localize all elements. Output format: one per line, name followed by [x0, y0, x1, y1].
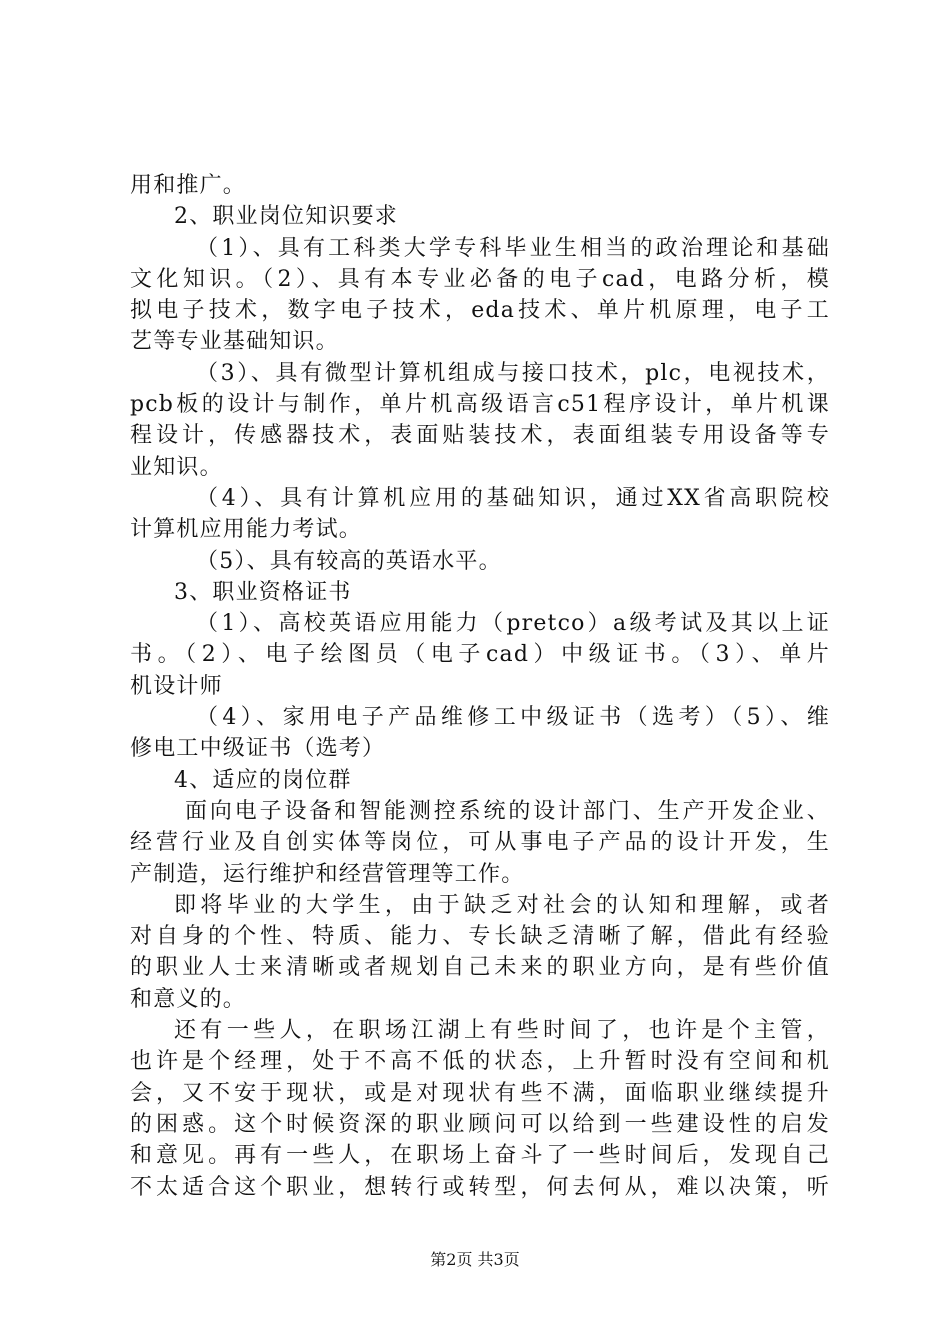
text-line: 计算机应用能力考试。 — [130, 517, 363, 543]
text-line: 拟电子技术，数字电子技术，eda技术、单片机原理，电子工 — [130, 298, 830, 324]
text-line: （4）、具有计算机应用的基础知识，通过XX省高职院校 — [196, 485, 830, 511]
text-line: 不太适合这个职业，想转行或转型，何去何从，难以决策，听 — [130, 1174, 830, 1200]
text-line: 3、职业资格证书 — [174, 579, 352, 605]
text-line: （5）、具有较高的英语水平。 — [196, 548, 502, 574]
text-line: 和意义的。 — [130, 986, 247, 1012]
text-line: 的职业人士来清晰或者规划自己未来的职业方向，是有些价值 — [130, 955, 830, 981]
text-line: 也许是个经理，处于不高不低的状态，上升暂时没有空间和机 — [130, 1049, 830, 1075]
text-line: 还有一些人，在职场江湖上有些时间了，也许是个主管， — [174, 1018, 830, 1044]
text-line: 机设计师 — [130, 673, 223, 699]
text-line: 修电工中级证书（选考） — [130, 736, 386, 762]
text-line: 文化知识。（2）、具有本专业必备的电子cad，电路分析，模 — [130, 266, 830, 292]
text-line: 面向电子设备和智能测控系统的设计部门、生产开发企业、 — [185, 798, 830, 824]
body-text — [130, 170, 830, 1203]
text-line: 书。（2）、电子绘图员（电子cad）中级证书。（3）、单片 — [130, 642, 830, 668]
text-line: 艺等专业基础知识。 — [130, 329, 339, 355]
text-line: 经营行业及自创实体等岗位，可从事电子产品的设计开发，生 — [130, 830, 830, 856]
text-line: 程设计，传感器技术，表面贴装技术，表面组装专用设备等专 — [130, 423, 830, 449]
text-line: （1）、高校英语应用能力（pretco）a级考试及其以上证 — [196, 611, 830, 637]
text-line: 4、适应的岗位群 — [174, 767, 352, 793]
text-line: 即将毕业的大学生，由于缺乏对社会的认知和理解，或者 — [174, 892, 830, 918]
text-line: （3）、具有微型计算机组成与接口技术，plc，电视技术， — [196, 360, 830, 386]
text-line: 业知识。 — [130, 454, 223, 480]
text-line: （4）、家用电子产品维修工中级证书（选考）（5）、维 — [196, 705, 830, 731]
text-line: pcb板的设计与制作，单片机高级语言c51程序设计，单片机课 — [130, 392, 830, 418]
text-line: 对自身的个性、特质、能力、专长缺乏清晰了解，借此有经验 — [130, 924, 830, 950]
text-line: 2、职业岗位知识要求 — [174, 204, 398, 230]
text-line: 的困惑。这个时候资深的职业顾问可以给到一些建设性的启发 — [130, 1111, 830, 1137]
text-line: 和意见。再有一些人，在职场上奋斗了一些时间后，发现自己 — [130, 1143, 830, 1169]
text-line: （1）、具有工科类大学专科毕业生相当的政治理论和基础 — [196, 235, 830, 261]
text-line: 用和推广。 — [130, 173, 247, 198]
text-line: 产制造，运行维护和经营管理等工作。 — [130, 861, 525, 887]
text-line: 会，又不安于现状，或是对现状有些不满，面临职业继续提升 — [130, 1080, 830, 1106]
page-footer: 第2页 共3页 — [430, 1250, 520, 1269]
